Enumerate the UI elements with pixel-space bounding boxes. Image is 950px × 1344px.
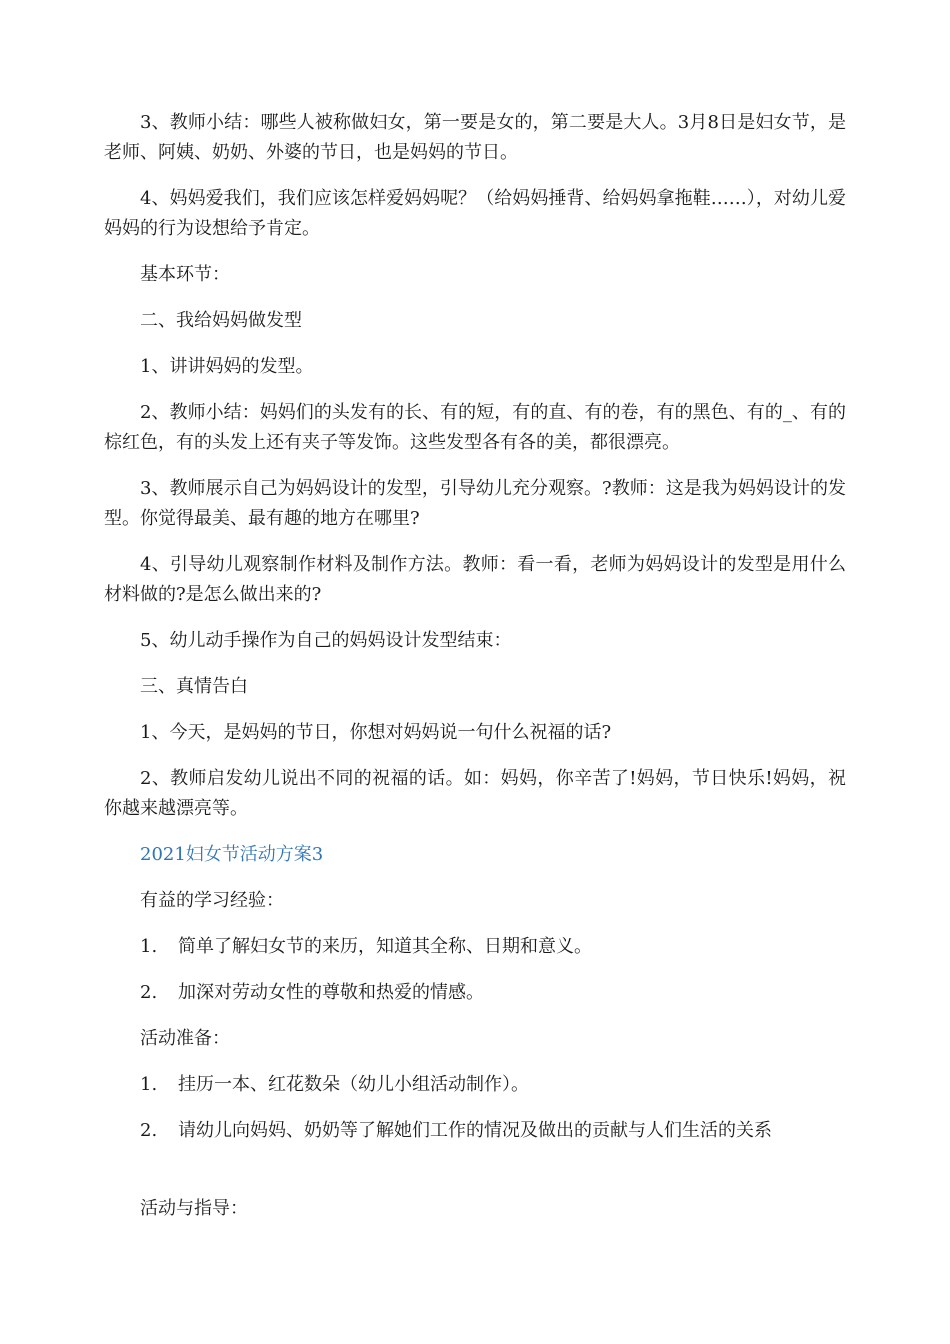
goal-number: 2. [140, 982, 158, 1003]
goal-text: 简单了解妇女节的来历，知道其全称、日期和意义。 [178, 936, 592, 957]
section-title: 2021妇女节活动方案3 [140, 844, 324, 865]
paragraph-basic-steps: 基本环节： [140, 264, 230, 285]
goal-text: 加深对劳动女性的尊敬和热爱的情感。 [178, 982, 484, 1003]
goal-item-2 [104, 978, 846, 1008]
prep-item-2 [104, 1116, 846, 1146]
prep-label: 活动准备： [140, 1028, 230, 1049]
paragraph-love-mom: 4、妈妈爱我们，我们应该怎样爱妈妈呢？（给妈妈捶背、给妈妈拿拖鞋……），对幼儿爱妈妈的行为设想给予肯定。 [104, 188, 846, 239]
paragraph-section-three: 三、真情告白 [140, 676, 248, 697]
paragraph-wish-2: 2、教师启发幼儿说出不同的祝福的话。如：妈妈，你辛苦了!妈妈，节日快乐!妈妈，祝你越来越漂亮等。 [104, 768, 846, 819]
prep-text: 挂历一本、红花数朵（幼儿小组活动制作）。 [178, 1074, 529, 1095]
prep-number: 1. [140, 1074, 158, 1095]
paragraph-step-5: 5、幼儿动手操作为自己的妈妈设计发型结束： [140, 630, 512, 651]
prep-number: 2. [140, 1120, 158, 1141]
paragraph-wish-1: 1、今天，是妈妈的节日，你想对妈妈说一句什么祝福的话? [140, 722, 612, 743]
prep-text: 请幼儿向妈妈、奶奶等了解她们工作的情况及做出的贡献与人们生活的关系 [178, 1120, 772, 1141]
paragraph-section-two: 二、我给妈妈做发型 [140, 310, 302, 331]
paragraph-step-3: 3、教师展示自己为妈妈设计的发型，引导幼儿充分观察。?教师：这是我为妈妈设计的发型。你觉得最美、最有趣的地方在哪里? [104, 478, 846, 529]
paragraph-teacher-summary: 3、教师小结：哪些人被称做妇女，第一要是女的，第二要是大人。3月8日是妇女节，是老师、阿姨、奶奶、外婆的节日，也是妈妈的节日。 [104, 112, 846, 163]
document-page [104, 108, 846, 1240]
paragraph-step-4: 4、引导幼儿观察制作材料及制作方法。教师：看一看，老师为妈妈设计的发型是用什么材料做的?是怎么做出来的? [104, 554, 846, 605]
guide-label: 活动与指导： [140, 1198, 248, 1219]
goal-item-1 [104, 932, 846, 962]
goal-number: 1. [140, 936, 158, 957]
goals-label: 有益的学习经验： [140, 890, 284, 911]
spacer [104, 1162, 846, 1194]
paragraph-step-1: 1、讲讲妈妈的发型。 [140, 356, 314, 377]
prep-item-1 [104, 1070, 846, 1100]
paragraph-step-2: 2、教师小结：妈妈们的头发有的长、有的短，有的直、有的卷，有的黑色、有的_、有的棕红色，有的头发上还有夹子等发饰。这些发型各有各的美，都很漂亮。 [104, 402, 846, 453]
